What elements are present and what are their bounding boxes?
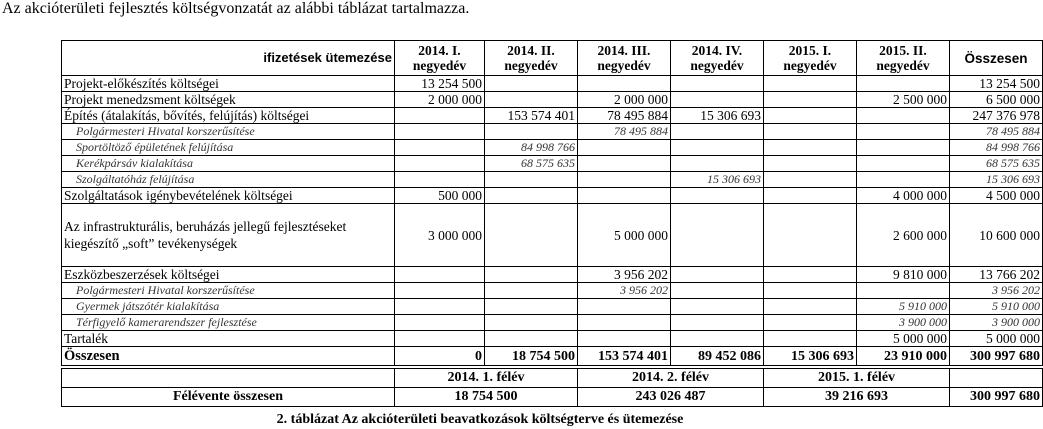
period-cell	[485, 204, 578, 267]
row-total-cell: 3 956 202	[950, 283, 1043, 299]
row-label: Polgármesteri Hivatal korszerűsítése	[62, 283, 395, 299]
period-cell	[485, 299, 578, 315]
half-year-total: 300 997 680	[950, 388, 1043, 407]
period-cell: 3 956 202	[578, 283, 671, 299]
period-cell	[485, 283, 578, 299]
row-total-cell: 5 000 000	[950, 331, 1043, 347]
period-cell	[578, 76, 671, 92]
period-cell	[671, 140, 764, 156]
period-cell	[764, 92, 857, 108]
row-label: Kerékpársáv kialakítása	[62, 156, 395, 172]
table-row	[62, 92, 1043, 108]
period-cell	[395, 156, 485, 172]
period-cell	[764, 108, 857, 124]
period-cell	[671, 156, 764, 172]
period-cell	[764, 283, 857, 299]
row-label: Építés (átalakítás, bővítés, felújítás) költségei	[62, 108, 395, 124]
period-cell: 153 574 401	[485, 108, 578, 124]
period-cell: 84 998 766	[485, 140, 578, 156]
row-label: Térfigyelő kamerarendszer fejlesztése	[62, 315, 395, 331]
row-total-cell: 13 766 202	[950, 267, 1043, 283]
period-cell	[671, 92, 764, 108]
period-cell	[578, 315, 671, 331]
table-caption: 2. táblázat Az akcióterületi beavatkozások költségterve és ütemezése	[276, 412, 684, 427]
totals-cell: 15 306 693	[764, 347, 857, 366]
period-cell	[764, 331, 857, 347]
sub-item-row	[62, 315, 1043, 331]
period-cell	[764, 204, 857, 267]
half-year-value: 18 754 500	[395, 388, 578, 407]
row-label: Tartalék	[62, 331, 395, 347]
period-cell: 2 000 000	[578, 92, 671, 108]
row-total-cell: 78 495 884	[950, 124, 1043, 140]
table-row	[62, 204, 1043, 267]
row-label: Projekt-előkészítés költségei	[62, 76, 395, 92]
period-cell	[671, 299, 764, 315]
period-cell	[671, 331, 764, 347]
header-left-label: ifizetések ütemezése	[263, 50, 392, 65]
sub-item-row	[62, 172, 1043, 188]
table-row	[62, 267, 1043, 283]
row-total-cell: 247 376 978	[950, 108, 1043, 124]
period-cell	[485, 315, 578, 331]
row-label: Szolgáltatóház felújítása	[62, 172, 395, 188]
half-year-empty-cell	[62, 369, 395, 388]
header-total: Összesen	[950, 41, 1043, 76]
totals-row	[62, 347, 1043, 366]
period-cell	[857, 140, 950, 156]
row-total-cell: 6 500 000	[950, 92, 1043, 108]
row-label: Gyermek játszótér kialakítása	[62, 299, 395, 315]
period-cell	[671, 188, 764, 204]
period-cell: 2 500 000	[857, 92, 950, 108]
period-cell: 68 575 635	[485, 156, 578, 172]
period-cell	[578, 156, 671, 172]
row-label: Projekt menedzsment költségek	[62, 92, 395, 108]
half-year-row-label: Félévente összesen	[62, 388, 395, 407]
half-year-label: 2014. 1. félév	[395, 369, 578, 388]
sub-item-row	[62, 124, 1043, 140]
period-cell	[671, 204, 764, 267]
period-cell	[578, 331, 671, 347]
period-cell	[857, 283, 950, 299]
period-cell	[485, 124, 578, 140]
period-cell: 9 810 000	[857, 267, 950, 283]
row-label: Az infrastrukturális, beruházás jellegű fejlesztéseket kiegészítő „soft” tevékenységek	[62, 204, 395, 267]
header-period: 2015. II. negyedév	[857, 41, 950, 76]
period-cell: 5 000 000	[857, 331, 950, 347]
period-cell	[764, 172, 857, 188]
period-cell	[764, 267, 857, 283]
period-cell	[671, 76, 764, 92]
half-year-label: 2014. 2. félév	[578, 369, 764, 388]
period-cell	[671, 267, 764, 283]
period-cell	[671, 315, 764, 331]
period-cell: 15 306 693	[671, 108, 764, 124]
period-cell	[857, 124, 950, 140]
period-cell	[857, 108, 950, 124]
period-cell	[395, 108, 485, 124]
period-cell: 15 306 693	[671, 172, 764, 188]
period-cell	[395, 267, 485, 283]
half-year-empty-cell	[950, 369, 1043, 388]
period-cell	[578, 188, 671, 204]
period-cell: 78 495 884	[578, 124, 671, 140]
sub-item-row	[62, 299, 1043, 315]
period-cell	[671, 283, 764, 299]
totals-cell: 18 754 500	[485, 347, 578, 366]
table-row	[62, 108, 1043, 124]
header-left-cell	[62, 41, 395, 76]
table-row	[62, 188, 1043, 204]
half-year-value: 39 216 693	[764, 388, 950, 407]
row-total-cell: 5 910 000	[950, 299, 1043, 315]
half-year-label: 2015. 1. félév	[764, 369, 950, 388]
period-cell: 78 495 884	[578, 108, 671, 124]
period-cell: 5 000 000	[578, 204, 671, 267]
half-year-values-row	[62, 388, 1043, 407]
row-label: Sportöltöző épületének felújítása	[62, 140, 395, 156]
period-cell	[485, 172, 578, 188]
period-cell	[395, 315, 485, 331]
period-cell: 13 254 500	[395, 76, 485, 92]
period-cell	[578, 140, 671, 156]
period-cell: 4 000 000	[857, 188, 950, 204]
row-label: Polgármesteri Hivatal korszerűsítése	[62, 124, 395, 140]
period-cell	[857, 156, 950, 172]
period-cell	[485, 76, 578, 92]
totals-cell: 23 910 000	[857, 347, 950, 366]
period-cell	[764, 76, 857, 92]
period-cell	[395, 331, 485, 347]
row-total-cell: 3 900 000	[950, 315, 1043, 331]
period-cell: 2 000 000	[395, 92, 485, 108]
table-body	[62, 76, 1043, 347]
period-cell	[764, 156, 857, 172]
period-cell	[395, 283, 485, 299]
period-cell: 3 000 000	[395, 204, 485, 267]
period-cell	[578, 172, 671, 188]
header-row	[62, 41, 1043, 76]
half-year-value: 243 026 487	[578, 388, 764, 407]
table-row	[62, 76, 1043, 92]
period-cell	[764, 124, 857, 140]
row-total-cell: 15 306 693	[950, 172, 1043, 188]
period-cell	[857, 172, 950, 188]
sub-item-row	[62, 283, 1043, 299]
period-cell: 500 000	[395, 188, 485, 204]
period-cell	[764, 140, 857, 156]
row-total-cell: 4 500 000	[950, 188, 1043, 204]
period-cell	[671, 124, 764, 140]
totals-grand-total: 300 997 680	[950, 347, 1043, 366]
totals-cell: 89 452 086	[671, 347, 764, 366]
header-period: 2014. III. negyedév	[578, 41, 671, 76]
intro-text: Az akcióterületi fejlesztés költségvonzatát az alábbi táblázat tartalmazza.	[2, 0, 470, 17]
period-cell: 2 600 000	[857, 204, 950, 267]
row-label: Eszközbeszerzések költségei	[62, 267, 395, 283]
row-total-cell: 10 600 000	[950, 204, 1043, 267]
sub-item-row	[62, 156, 1043, 172]
header-period: 2014. IV. negyedév	[671, 41, 764, 76]
period-cell: 3 956 202	[578, 267, 671, 283]
period-cell: 3 900 000	[857, 315, 950, 331]
row-total-cell: 84 998 766	[950, 140, 1043, 156]
row-label: Szolgáltatások igénybevételének költségei	[62, 188, 395, 204]
header-period: 2014. II. negyedév	[485, 41, 578, 76]
period-cell	[764, 188, 857, 204]
period-cell: 5 910 000	[857, 299, 950, 315]
period-cell	[395, 299, 485, 315]
schedule-table	[61, 40, 1043, 366]
period-cell	[764, 299, 857, 315]
period-cell	[485, 92, 578, 108]
period-cell	[485, 188, 578, 204]
header-period: 2014. I. negyedév	[395, 41, 485, 76]
totals-cell: 0	[395, 347, 485, 366]
row-total-cell: 68 575 635	[950, 156, 1043, 172]
sub-item-row	[62, 140, 1043, 156]
header-period: 2015. I. negyedév	[764, 41, 857, 76]
period-cell	[395, 140, 485, 156]
half-year-header-row	[62, 369, 1043, 388]
totals-cell: 153 574 401	[578, 347, 671, 366]
period-cell	[485, 331, 578, 347]
half-year-table	[61, 368, 1043, 407]
period-cell	[395, 172, 485, 188]
row-total-cell: 13 254 500	[950, 76, 1043, 92]
period-cell	[578, 299, 671, 315]
period-cell	[485, 267, 578, 283]
period-cell	[395, 124, 485, 140]
table-row	[62, 331, 1043, 347]
period-cell	[857, 76, 950, 92]
totals-label: Összesen	[62, 347, 395, 366]
period-cell	[764, 315, 857, 331]
